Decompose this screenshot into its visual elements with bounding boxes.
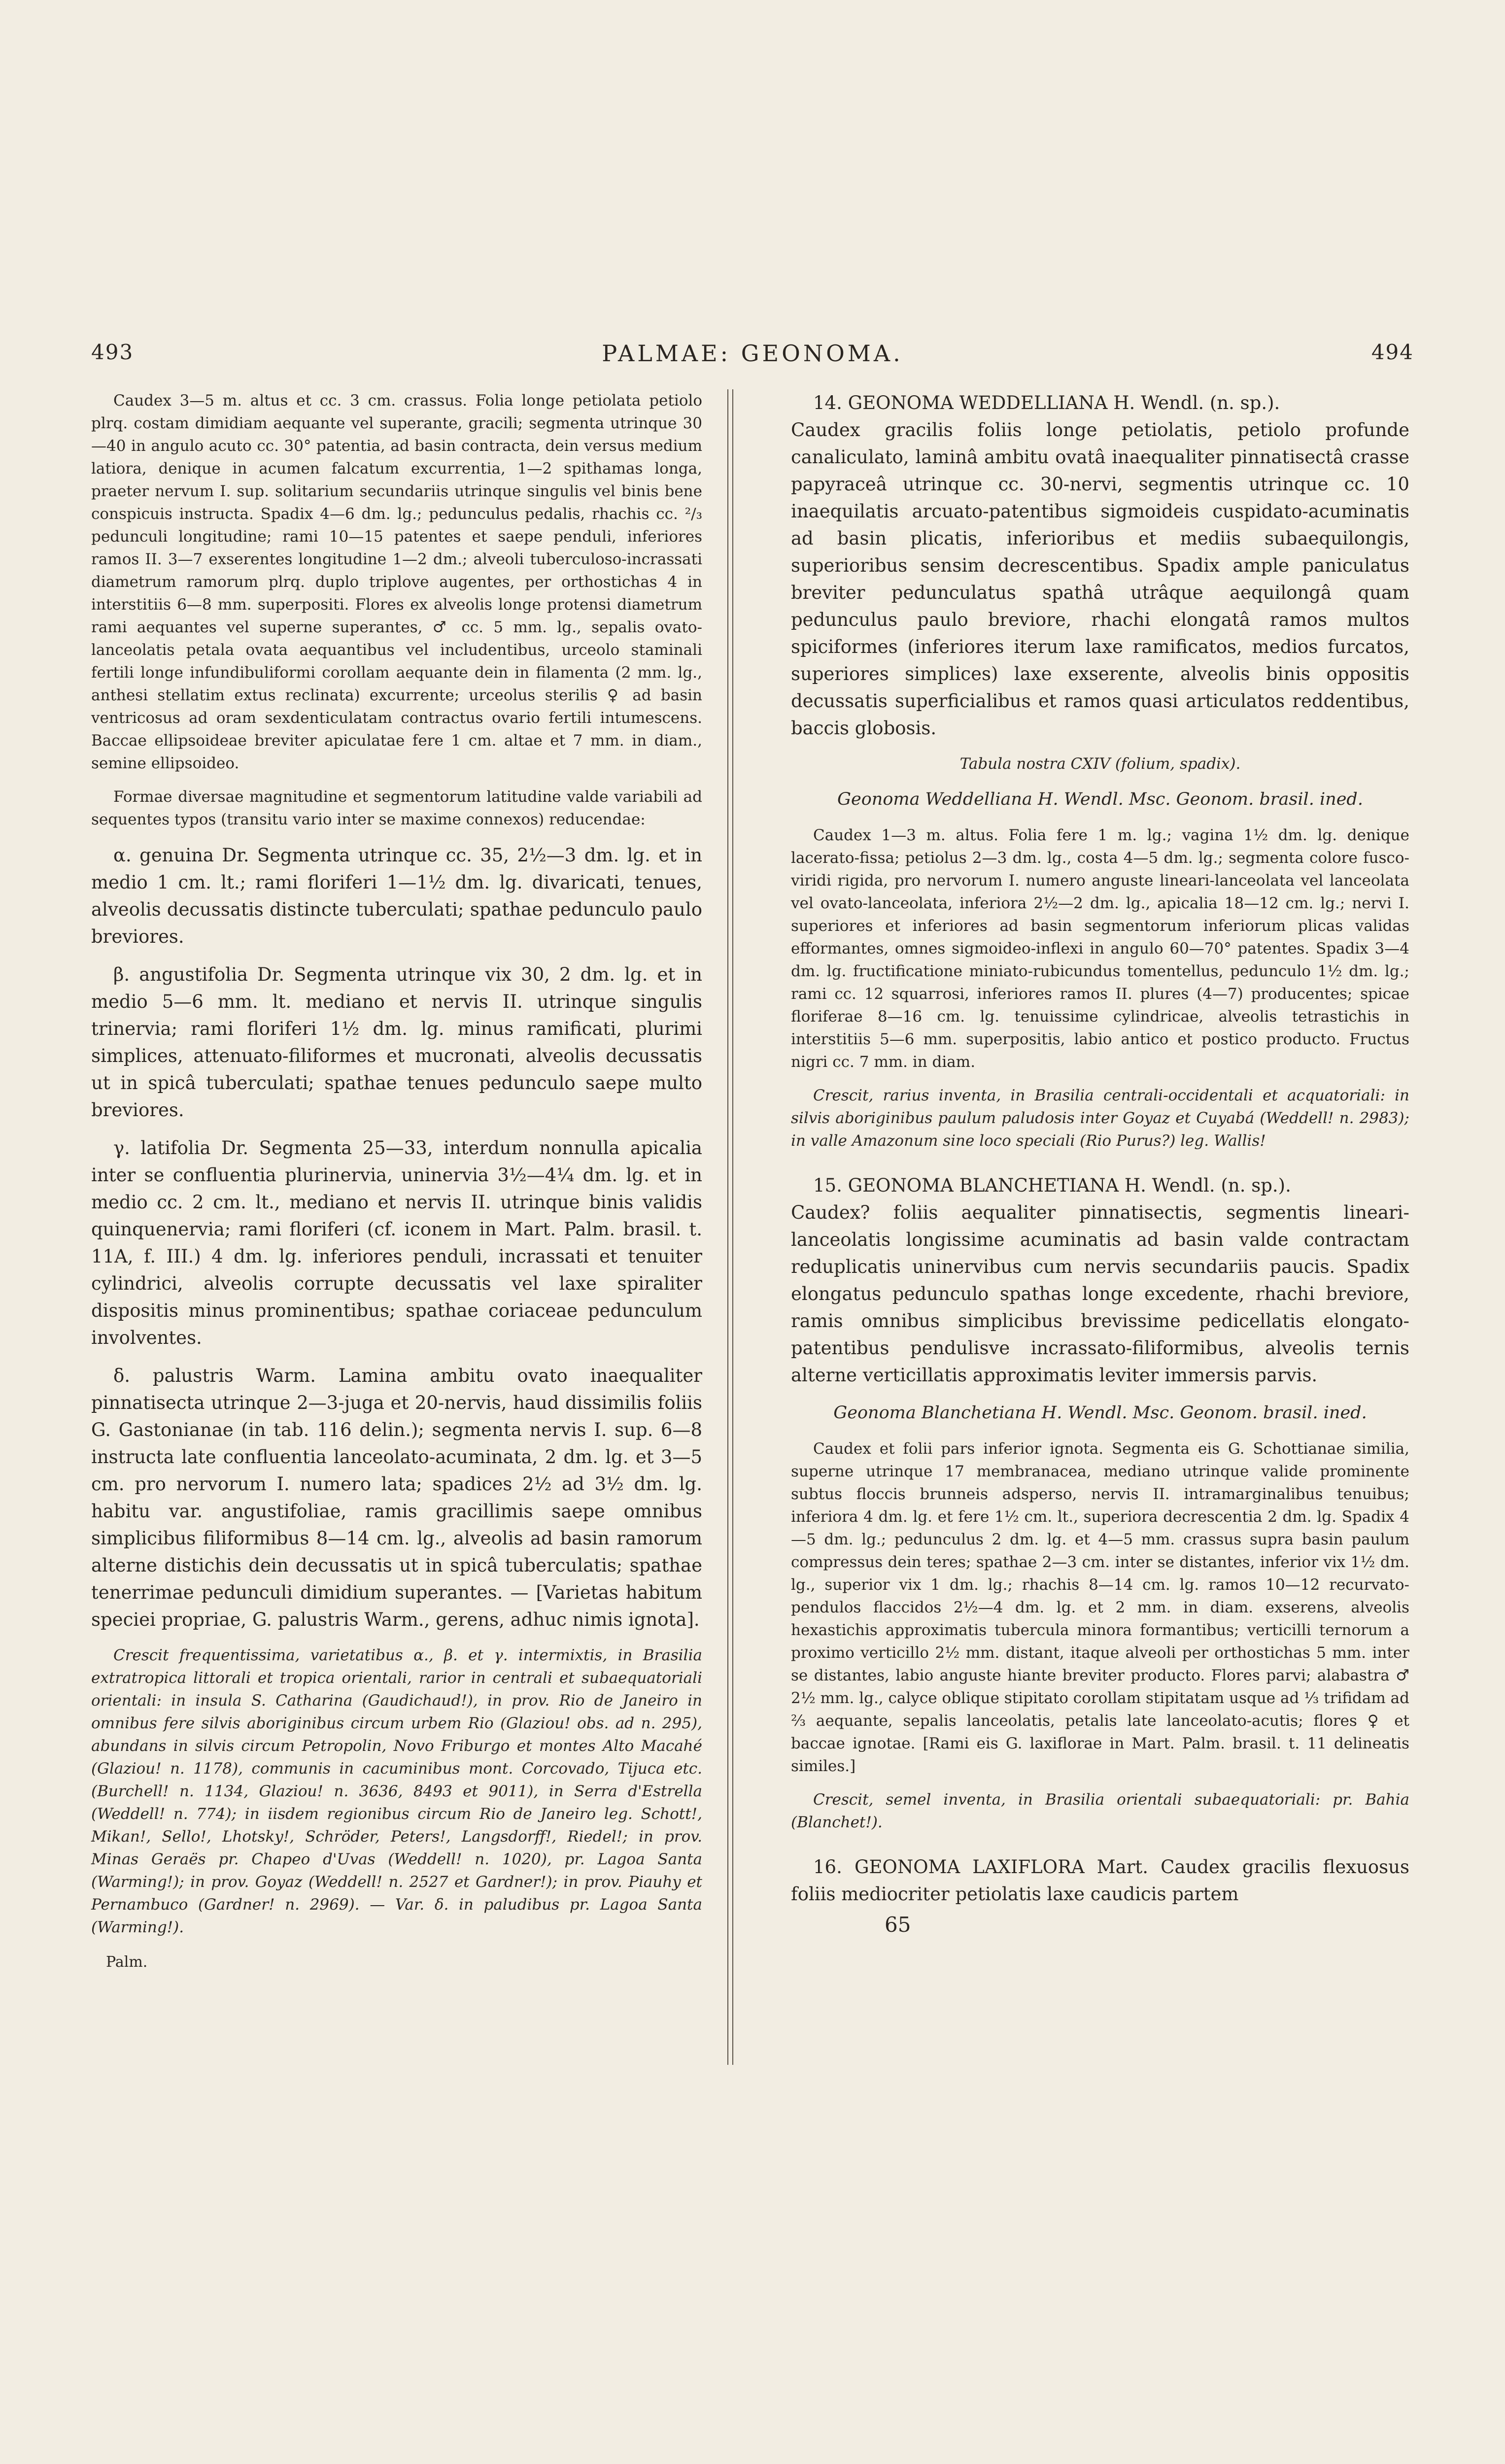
running-title: PALMAE: GEONOMA. xyxy=(602,340,903,367)
species-15-description: Caudex et folii pars inferior ignota. Segmenta eis G. Schottianae similia, superne utrinque 17 membranacea, mediano utrinque valide prominente subtus floccis brunneis adsperso, nervis II. intramarginalibus tenuibus; inferiora 4 dm. lg. et fere 1½ cm. lt., superiora decrescentia 2 dm. lg. Spadix 4—5 dm. lg.; pedunculus 2 dm. lg. et 4—5 mm. crassus supra basin paulum compressus dein teres; spathae 2—3 cm. inter se distantes, inferior vix 1½ dm. lg., superior vix 1 dm. lg.; rhachis 8—14 cm. lg. ramos 10—12 recurvato-pendulos flaccidos 2½—4 dm. lg. et 2 mm. in diam. exserens, alveolis hexastichis approximatis tubercula minora formantibus; verticilli ternorum a proximo verticillo 2½ mm. distant, itaque alveoli per orthostichas 5 mm. inter se distantes, labio anguste hiante breviter producto. Flores parvi; alabastra ♂ 2½ mm. lg., calyce oblique stipitato corollam stipitatam usque ad ⅓ trifidam ad ⅔ aequante, sepalis lanceolatis, petalis late lanceolato-acutis; flores ♀ et baccae ignotae. [Rami eis G. laxiflorae in Mart. Palm. brasil. t. 11 delineatis similes.] xyxy=(791,1440,1409,1775)
habitat-paragraph: Crescit frequentissima, varietatibus α., β. et γ. intermixtis, in Brasilia extratropica littorali et tropica orientali, rarior in centrali et subaequatoriali orientali: in insula S. Catharina (Gaudichaud!), in prov. Rio de Janeiro in omnibus fere silvis aboriginibus circum urbem Rio (Glaziou! obs. ad n. 295), abundans in silvis circum Petropolin, Novo Friburgo et montes Alto Macahé (Glaziou! n. 1178), communis in cacuminibus mont. Corcovado, Tijuca etc. (Burchell! n. 1134, Glaziou! n. 3636, 8493 et 9011), in Serra d'Estrella (Weddell! n. 774); in iisdem regionibus circum Rio de Janeiro leg. Schott!, Mikan!, Sello!, Lhotsky!, Schröder, Peters!, Langsdorff!, Riedel!; in prov. Minas Geraës pr. Chapeo d'Uvas (Weddell! n. 1020), pr. Lagoa Santa (Warming!); in prov. Goyaz (Weddell! n. 2527 et Gardner!); in prov. Piauhy et Pernambuco (Gardner! n. 2969). — Var. δ. in paludibus pr. Lagoa Santa (Warming!). xyxy=(91,1646,702,1936)
description-paragraph: Caudex 3—5 m. altus et cc. 3 cm. crassus. Folia longe petiolata petiolo plrq. costam dimidiam aequante vel superante, gracili; segmenta utrinque 30—40 in angulo acuto cc. 30° patentia, ad basin contracta, dein versus medium latiora, denique in acumen falcatum excurrentia, 1—2 spithamas longa, praeter nervum I. sup. solitarium secundariis utrinque singulis vel binis bene conspicuis instructa. Spadix 4—6 dm. lg.; pedunculus pedalis, rhachis cc. ²/₃ pedunculi longitudine; rami 10—15 patentes et saepe penduli, inferiores ramos II. 3—7 exserentes longitudine 1—2 dm.; alveoli tuberculoso-incrassati diametrum ramorum plrq. duplo triplove augentes, per orthostichas 4 in interstitiis 6—8 mm. superpositi. Flores ex alveolis longe protensi diametrum rami aequantes vel superne superantes, ♂ cc. 5 mm. lg., sepalis ovato-lanceolatis petala ovata aequantibus vel includentibus, urceolo staminali fertili longe infundibuliformi corollam aequante dein in filamenta (2 mm. lg., anthesi stellatim extus reclinata) excurrente; urceolus sterilis ♀ ad basin ventricosus ad oram sexdenticulatam contractus ovario fertili intumescens. Baccae ellipsoideae breviter apiculatae fere 1 cm. altae et 7 mm. in diam., semine ellipsoideo. xyxy=(91,392,702,772)
species-14-diagnosis: Caudex gracilis foliis longe petiolatis, petiolo profunde canaliculato, laminâ ambitu ovatâ inaequaliter pinnatisectâ crasse papyraceâ utrinque cc. 30-nervi, segmentis utrinque cc. 10 inaequilatis arcuato-patentibus sigmoideis cuspidato-acuminatis ad basin plicatis, inferioribus et mediis subaequilongis, superioribus sensim decrescentibus. Spadix ample paniculatus breviter pedunculatus spathâ utrâque aequilongâ quam pedunculus paulo breviore, rhachi elongatâ ramos multos spiciformes (inferiores iterum laxe ramificatos, medios furcatos, superiores simplices) laxe exserente, alveolis binis oppositis decussatis superficialibus et ramos quasi articulatos reddentibus, baccis globosis. xyxy=(791,419,1409,739)
variety-gamma: γ. latifolia Dr. Segmenta 25—33, interdum nonnulla apicalia inter se confluentia plurinervia, uninervia 3½—4¼ dm. lg. et in medio cc. 2 cm. lt., mediano et nervis II. utrinque binis validis quinquenervia; rami floriferi (cf. iconem in Mart. Palm. brasil. t. 11A, f. III.) 4 dm. lg. inferiores penduli, incrassati et tenuiter cylindrici, alveolis corrupte decussatis vel laxe spiraliter dispositis minus prominentibus; spathae coriaceae pedunculum involventes. xyxy=(91,1137,702,1348)
species-14-habitat: Crescit, rarius inventa, in Brasilia centrali-occidentali et acquatoriali: in silvis aboriginibus paulum paludosis inter Goyaz et Cuyabá (Weddell! n. 2983); in valle Amazonum sine loco speciali (Rio Purus?) leg. Wallis! xyxy=(791,1087,1409,1150)
left-column xyxy=(91,389,702,1971)
species-14-plate: Tabula nostra CXIV (folium, spadix). xyxy=(959,755,1241,773)
signature-mark: Palm. xyxy=(106,1953,148,1971)
species-14-synonym: Geonoma Weddelliana H. Wendl. Msc. Geonom. brasil. ined. xyxy=(837,789,1363,809)
species-15-synonym: Geonoma Blanchetiana H. Wendl. Msc. Geonom. brasil. ined. xyxy=(833,1403,1367,1423)
species-15-diagnosis: Caudex? foliis aequaliter pinnatisectis, segmentis lineari-lanceolatis longissime acuminatis ad basin valde contractam reduplicatis uninervibus cum nervis secundariis paucis. Spadix elongatus pedunculo spathas longe excedente, rhachi breviore, ramis omnibus simplicibus brevissime pedicellatis elongato-patentibus pendulisve incrassato-filiformibus, alveolis ternis alterne verticillatis approximatis leviter immersis parvis. xyxy=(791,1202,1409,1386)
species-15-habitat: Crescit, semel inventa, in Brasilia orientali subaequatoriali: pr. Bahia (Blanchet!). xyxy=(791,1791,1409,1831)
forms-paragraph: Formae diversae magnitudine et segmentorum latitudine valde variabili ad sequentes typos (transitu vario inter se maxime connexos) reducendae: xyxy=(91,788,702,828)
page-number-right: 494 xyxy=(1371,340,1414,364)
column-divider xyxy=(727,389,733,2065)
species-14-title: 14. GEONOMA WEDDELLIANA H. Wendl. (n. sp.). xyxy=(813,392,1280,413)
right-column xyxy=(791,389,1409,1937)
variety-delta: δ. palustris Warm. Lamina ambitu ovato inaequaliter pinnatisecta utrinque 2—3-juga et 20-nervis, haud dissimilis foliis G. Gastonianae (in tab. 116 delin.); segmenta nervis I. sup. 6—8 instructa late confluentia lanceolato-acuminata, 2 dm. lg. et 3—5 cm. pro nervorum I. numero lata; spadices 2½ ad 3½ dm. lg. habitu var. angustifoliae, ramis gracillimis saepe omnibus simplicibus filiformibus 8—14 cm. lg., alveolis ad basin ramorum alterne distichis dein decussatis ut in spicâ tuberculatis; spathae tenerrimae pedunculi dimidium superantes. — [Varietas habitum speciei propriae, G. palustris Warm., gerens, adhuc nimis ignota]. xyxy=(91,1365,702,1630)
signature-number: 65 xyxy=(885,1913,911,1937)
variety-beta: β. angustifolia Dr. Segmenta utrinque vix 30, 2 dm. lg. et in medio 5—6 mm. lt. mediano et nervis II. utrinque singulis trinervia; rami floriferi 1½ dm. lg. minus ramificati, plurimi simplices, attenuato-filiformes et mucronati, alveolis decussatis ut in spicâ tuberculati; spathae tenues pedunculo saepe multo breviores. xyxy=(91,964,702,1121)
page-header xyxy=(91,340,1414,379)
page-number-left: 493 xyxy=(91,340,134,364)
species-16-start: 16. GEONOMA LAXIFLORA Mart. Caudex gracilis flexuosus foliis mediocriter petiolatis laxe caudicis partem xyxy=(791,1856,1409,1905)
species-14-description: Caudex 1—3 m. altus. Folia fere 1 m. lg.; vagina 1½ dm. lg. denique lacerato-fissa; petiolus 2—3 dm. lg., costa 4—5 dm. lg.; segmenta colore fusco-viridi rigida, pro nervorum I. numero anguste lineari-lanceolata vel lanceolata vel ovato-lanceolata, inferiora 2½—2 dm. lg., apicalia 18—12 cm. lg.; nervi I. superiores et inferiores ad basin segmentorum inferiorum plicas validas efformantes, omnes sigmoideo-inflexi in angulo 60—70° patentes. Spadix 3—4 dm. lg. fructificatione miniato-rubicundus tomentellus, pedunculo 1½ dm. lg.; rami cc. 12 squarrosi, inferiores ramos II. plures (4—7) producentes; spicae floriferae 8—16 cm. lg. tenuissime cylindricae, alveolis tetrastichis in interstitiis 5—6 mm. superpositis, labio antico et postico producto. Fructus nigri cc. 7 mm. in diam. xyxy=(791,826,1409,1071)
species-15-title: 15. GEONOMA BLANCHETIANA H. Wendl. (n. sp.). xyxy=(813,1175,1291,1196)
variety-alpha: α. genuina Dr. Segmenta utrinque cc. 35, 2½—3 dm. lg. et in medio 1 cm. lt.; rami floriferi 1—1½ dm. lg. divaricati, tenues, alveolis decussatis distincte tuberculati; spathae pedunculo paulo breviores. xyxy=(91,845,702,947)
